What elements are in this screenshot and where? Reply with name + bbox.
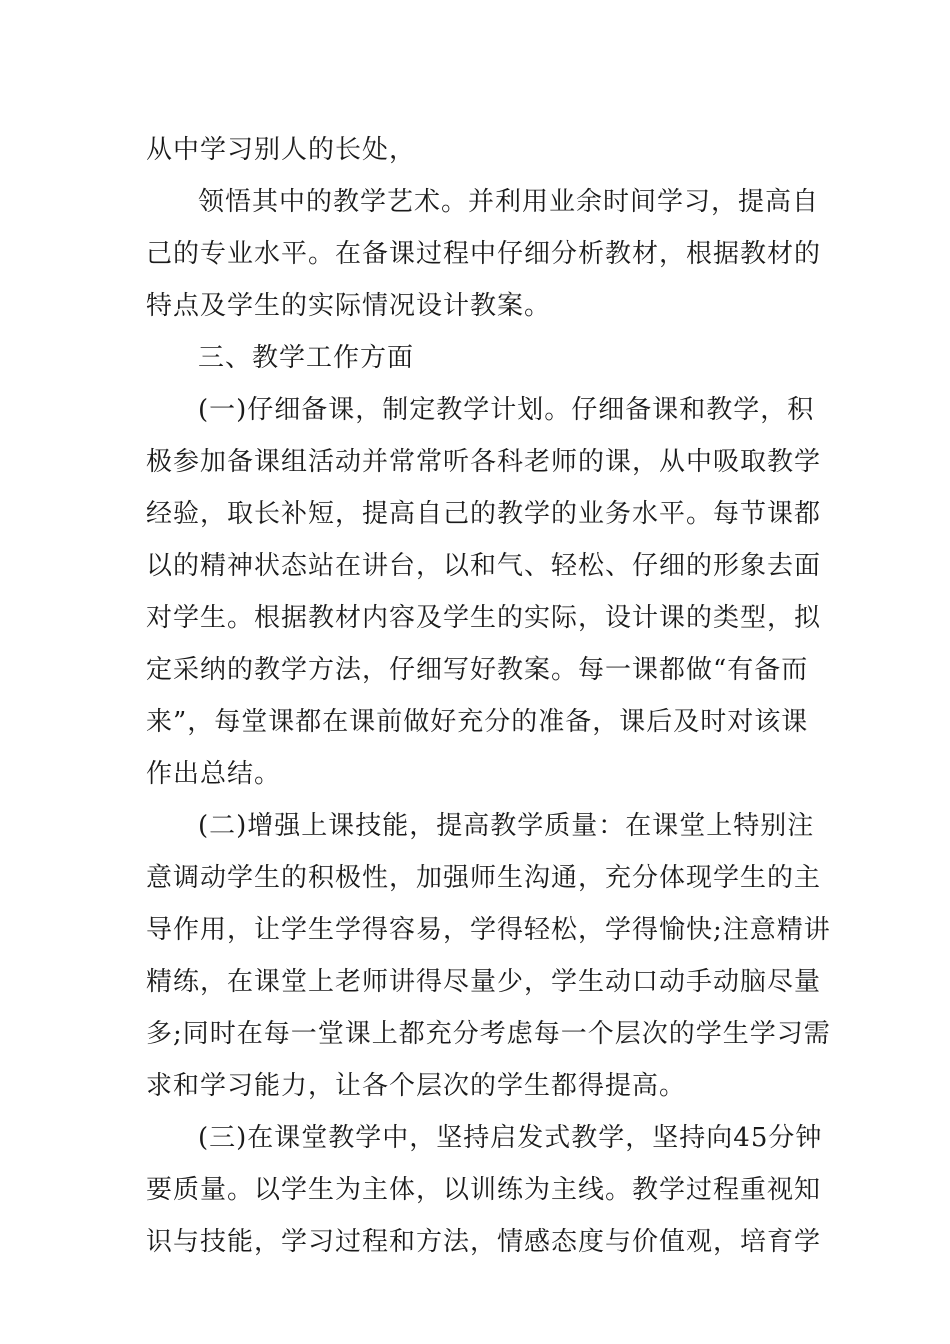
paragraph (146, 1112, 823, 1268)
text-line: 导作用，让学生学得容易，学得轻松，学得愉快;注意精讲 (146, 915, 831, 945)
paragraph (146, 384, 822, 800)
text-line: 特点及学生的实际情况设计教案。 (146, 291, 552, 321)
text-line: 精练，在课堂上老师讲得尽量少，学生动口动手动脑尽量 (146, 967, 822, 997)
text-line: (一)仔细备课，制定教学计划。仔细备课和教学，积 (198, 395, 815, 425)
paragraph (146, 800, 831, 1112)
text-line: 意调动学生的积极性，加强师生沟通，充分体现学生的主 (146, 863, 822, 893)
document-body (146, 124, 831, 1268)
text-line: 领悟其中的教学艺术。并利用业余时间学习，提高自 (198, 187, 820, 217)
text-line: (三)在课堂教学中，坚持启发式教学，坚持向45分钟 (198, 1123, 823, 1153)
text-line: 己的专业水平。在备课过程中仔细分析教材，根据教材的 (146, 239, 822, 269)
text-line: 以的精神状态站在讲台，以和气、轻松、仔细的形象去面 (146, 551, 822, 581)
text-line: 来”，每堂课都在课前做好充分的准备，课后及时对该课 (146, 707, 809, 737)
text-line: 定采纳的教学方法，仔细写好教案。每一课都做“有备而 (146, 655, 809, 685)
text-line: 作出总结。 (146, 759, 282, 789)
text-line: 从中学习别人的长处， (146, 135, 417, 165)
text-line: 多;同时在每一堂课上都充分考虑每一个层次的学生学习需 (146, 1019, 831, 1049)
text-line: 三、教学工作方面 (198, 343, 415, 373)
section-heading (146, 332, 810, 384)
text-line: 求和学习能力，让各个层次的学生都得提高。 (146, 1071, 687, 1101)
text-line: 极参加备课组活动并常常听各科老师的课，从中吸取教学 (146, 447, 822, 477)
paragraph (146, 124, 810, 176)
text-line: 识与技能，学习过程和方法，情感态度与价值观，培育学 (146, 1227, 822, 1257)
text-line: (二)增强上课技能，提高教学质量：在课堂上特别注 (198, 811, 815, 841)
text-line: 对学生。根据教材内容及学生的实际，设计课的类型，拟 (146, 603, 822, 633)
paragraph (146, 176, 822, 332)
text-line: 要质量。以学生为主体，以训练为主线。教学过程重视知 (146, 1175, 822, 1205)
text-line: 经验，取长补短，提高自己的教学的业务水平。每节课都 (146, 499, 822, 529)
